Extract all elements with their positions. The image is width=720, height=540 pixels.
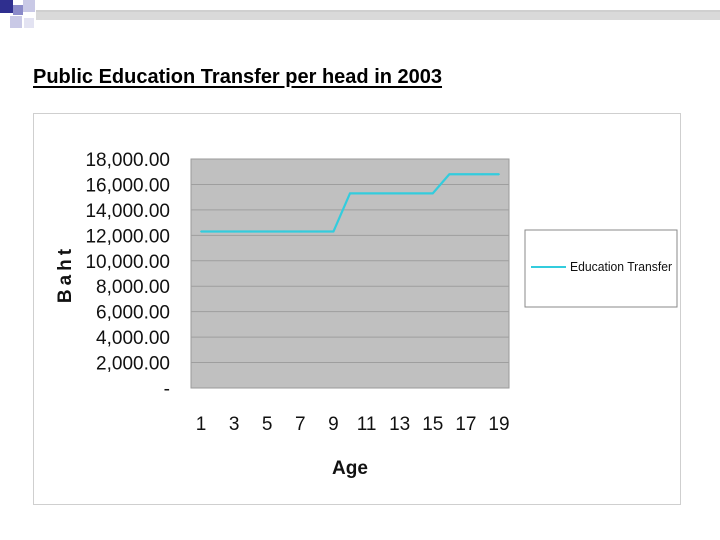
x-tick-label: 3 (228, 414, 240, 435)
line-chart (34, 114, 680, 504)
data-point (333, 231, 335, 233)
y-tick-label: 12,000.00 (85, 226, 170, 248)
data-point (217, 231, 219, 233)
x-tick-label: 15 (422, 414, 444, 435)
y-tick-label: - (163, 379, 170, 400)
data-point (283, 231, 285, 233)
x-tick-label: 11 (356, 414, 377, 435)
slide-corner-decoration (0, 0, 720, 40)
x-tick-label: 19 (488, 414, 510, 435)
slide-title: Public Education Transfer per head in 2003 (33, 66, 443, 88)
y-axis-title: Baht (55, 244, 76, 304)
x-axis-title: Age (332, 458, 368, 479)
x-tick-label: 17 (455, 414, 477, 435)
data-point (316, 231, 318, 233)
data-point (482, 173, 484, 175)
y-tick-label: 8,000.00 (96, 277, 170, 299)
x-tick-label: 9 (328, 414, 339, 435)
data-point (399, 192, 401, 194)
legend (525, 230, 677, 307)
data-point (266, 231, 268, 233)
data-point (200, 231, 202, 233)
data-point (432, 192, 434, 194)
x-axis-tick-labels (196, 414, 510, 435)
chart-container (33, 113, 681, 505)
y-tick-label: 6,000.00 (96, 302, 170, 324)
data-point (299, 231, 301, 233)
y-tick-label: 18,000.00 (85, 150, 170, 171)
data-point (366, 192, 368, 194)
data-point (415, 192, 417, 194)
y-tick-label: 14,000.00 (85, 200, 170, 222)
y-tick-label: 4,000.00 (96, 328, 170, 350)
x-tick-label: 13 (389, 414, 411, 435)
x-tick-label: 5 (261, 414, 273, 435)
data-point (382, 192, 384, 194)
data-point (498, 173, 500, 175)
x-tick-label: 7 (295, 414, 306, 435)
y-tick-label: 16,000.00 (85, 175, 170, 197)
y-tick-label: 10,000.00 (85, 251, 170, 273)
y-tick-label: 2,000.00 (96, 353, 170, 375)
data-point (250, 231, 252, 233)
x-tick-label: 1 (195, 414, 207, 435)
data-point (349, 192, 351, 194)
legend-label: Education Transfer (570, 260, 672, 274)
y-axis-tick-labels (85, 150, 170, 400)
data-point (448, 173, 450, 175)
data-point (233, 231, 235, 233)
data-point (465, 173, 467, 175)
